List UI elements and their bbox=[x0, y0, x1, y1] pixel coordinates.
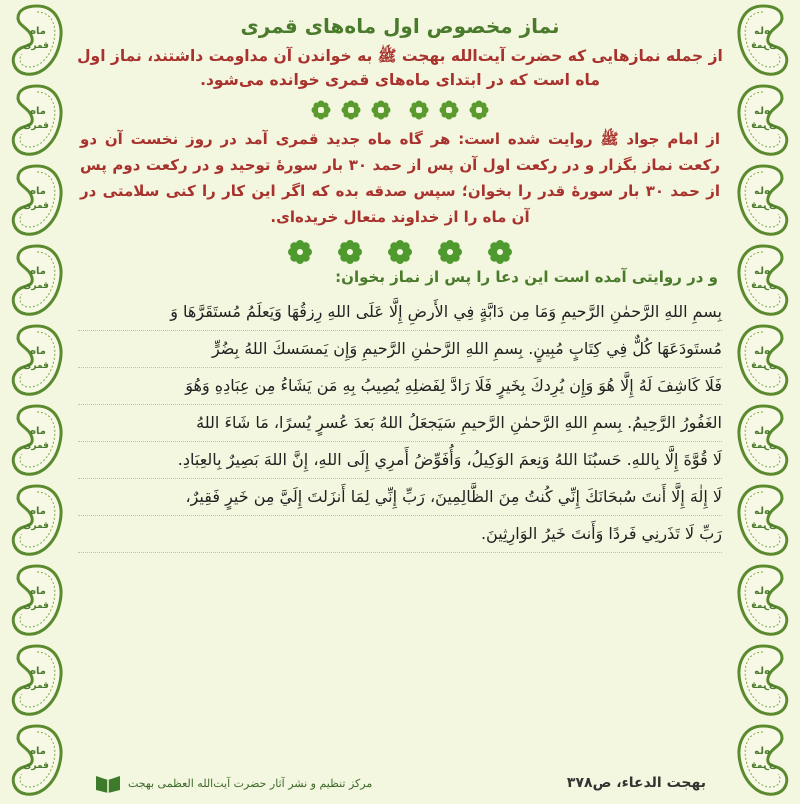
flower-icon bbox=[439, 100, 459, 120]
paisley-ornament-icon bbox=[4, 640, 70, 720]
svg-text:قمری: قمری bbox=[751, 441, 777, 451]
svg-text:ماه: ماه bbox=[30, 106, 46, 117]
rosette-ornaments bbox=[74, 240, 726, 264]
svg-text:ماه: ماه bbox=[754, 106, 770, 117]
narration-paragraph: از امام جواد ﷺ روایت شده است: هر گاه ماه جدید قمری آمد در روز نخست آن دو رکعت نماز بگزار و در رکعت اول آن پس از حمد ۳۰ بار سورهٔ توحید و در رکعت دوم پس از حمد ۳۰ بار سورهٔ قدر را بخوان؛ سپس صدقه بده که اگر این کار را کنی سلامتی در آن ماه را از خداوند متعال خریده‌ای. bbox=[80, 130, 720, 226]
paisley-ornament-icon bbox=[4, 160, 70, 240]
svg-text:قمری: قمری bbox=[751, 121, 777, 131]
svg-text:قمری: قمری bbox=[751, 521, 777, 531]
svg-text:ماه: ماه bbox=[30, 666, 46, 677]
rosette-icon bbox=[388, 240, 412, 264]
footer bbox=[74, 772, 726, 794]
flower-icon bbox=[409, 100, 429, 120]
svg-text:قمری: قمری bbox=[23, 441, 49, 451]
publisher-name: مرکز تنظیم و نشر آثار حضرت آیت‌الله العظمی بهجت bbox=[128, 776, 373, 790]
svg-text:ماه: ماه bbox=[754, 26, 770, 37]
paisley-ornament-icon bbox=[730, 720, 796, 800]
svg-text:قمری: قمری bbox=[751, 201, 777, 211]
publisher-logo bbox=[94, 772, 372, 794]
flower-group-left bbox=[311, 100, 391, 120]
paisley-ornament-icon bbox=[730, 640, 796, 720]
svg-text:قمری: قمری bbox=[23, 41, 49, 51]
rosette-icon bbox=[488, 240, 512, 264]
dua-line: فَلَا كَاشِفَ لَهُ إِلَّا هُوَ وَإِن يُرِدكَ بِخَيرٍ فَلَا رَادَّ لِفَضلِهِ يُصِيبُ بِهِ مَن يَشَاءُ مِن عِبَادِهِ وَهُوَ bbox=[78, 368, 722, 405]
source-citation: بهجت الدعاء، ص۳۷۸ bbox=[566, 775, 706, 791]
paisley-ornament-icon bbox=[4, 480, 70, 560]
paisley-ornament-icon bbox=[4, 320, 70, 400]
dua-line: مُستَودَعَهَا كُلٌّ فِي كِتَابٍ مُبِينٍ. بِسمِ اللهِ الرَّحمٰنِ الرَّحيمِ وَإِن يَمسَسكَ اللهُ بِضُرٍّ bbox=[78, 331, 722, 368]
svg-text:ماه: ماه bbox=[754, 426, 770, 437]
paisley-ornament-icon bbox=[730, 400, 796, 480]
svg-text:ماه: ماه bbox=[754, 746, 770, 757]
paisley-border-right bbox=[730, 0, 796, 800]
flower-ornaments bbox=[74, 100, 726, 120]
main-content bbox=[74, 8, 726, 792]
paisley-ornament-icon bbox=[4, 560, 70, 640]
paisley-ornament-icon bbox=[4, 400, 70, 480]
svg-text:قمری: قمری bbox=[23, 121, 49, 131]
paisley-ornament-icon bbox=[4, 720, 70, 800]
svg-text:قمری: قمری bbox=[23, 281, 49, 291]
svg-text:ماه: ماه bbox=[30, 186, 46, 197]
svg-text:ماه: ماه bbox=[754, 266, 770, 277]
svg-text:ماه: ماه bbox=[30, 586, 46, 597]
paisley-ornament-icon bbox=[730, 240, 796, 320]
svg-text:قمری: قمری bbox=[23, 761, 49, 771]
svg-text:ماه: ماه bbox=[30, 506, 46, 517]
rosette-icon bbox=[438, 240, 462, 264]
dua-line: الغَفُورُ الرَّحِيمُ. بِسمِ اللهِ الرَّحمٰنِ الرَّحيمِ سَيَجعَلُ اللهُ بَعدَ عُسرٍ يُسرًا، مَا شَاءَ اللهُ bbox=[78, 405, 722, 442]
paisley-ornament-icon bbox=[730, 320, 796, 400]
svg-text:قمری: قمری bbox=[23, 681, 49, 691]
dua-line: بِسمِ اللهِ الرَّحمٰنِ الرَّحیمِ وَمَا مِن دَابَّةٍ فِي الأَرضِ إِلَّا عَلَى اللهِ رِزقُهَا وَيَعلَمُ مُستَقَرَّهَا وَ bbox=[78, 294, 722, 331]
svg-text:قمری: قمری bbox=[23, 521, 49, 531]
svg-text:ماه: ماه bbox=[754, 666, 770, 677]
svg-text:ماه: ماه bbox=[754, 346, 770, 357]
flower-icon bbox=[371, 100, 391, 120]
rosette-icon bbox=[288, 240, 312, 264]
svg-text:ماه: ماه bbox=[30, 266, 46, 277]
paisley-ornament-icon bbox=[730, 480, 796, 560]
svg-text:قمری: قمری bbox=[751, 281, 777, 291]
svg-text:قمری: قمری bbox=[751, 601, 777, 611]
paisley-ornament-icon bbox=[730, 80, 796, 160]
flower-icon bbox=[341, 100, 361, 120]
paisley-ornament-icon bbox=[4, 0, 70, 80]
svg-text:ماه: ماه bbox=[754, 506, 770, 517]
svg-text:قمری: قمری bbox=[23, 601, 49, 611]
dua-intro: و در روایتی آمده است این دعا را پس از نماز بخوان: bbox=[335, 268, 718, 286]
svg-text:قمری: قمری bbox=[751, 41, 777, 51]
dua-line: لَا قُوَّةَ إِلَّا بِاللهِ. حَسبُنَا اللهُ وَنِعمَ الوَكِيلُ، وَأُفَوِّضُ أَمرِي إِلَى اللهِ، إِنَّ اللهَ بَصِيرٌ بِالعِبَادِ. bbox=[78, 442, 722, 479]
dua-line: لَا إِلٰهَ إِلَّا أَنتَ سُبحَانَكَ إِنِّي كُنتُ مِنَ الظَّالِمِينَ، رَبِّ إِنِّي لِمَا أَنزَلتَ إِلَيَّ مِن خَيرٍ فَقِيرٌ، bbox=[78, 479, 722, 516]
page-title: نماز مخصوص اول ماه‌های قمری bbox=[240, 14, 560, 38]
svg-text:قمری: قمری bbox=[751, 681, 777, 691]
svg-text:ماه: ماه bbox=[754, 586, 770, 597]
svg-text:قمری: قمری bbox=[751, 361, 777, 371]
svg-text:قمری: قمری bbox=[751, 761, 777, 771]
flower-icon bbox=[311, 100, 331, 120]
svg-text:ماه: ماه bbox=[30, 426, 46, 437]
svg-text:ماه: ماه bbox=[30, 26, 46, 37]
svg-text:ماه: ماه bbox=[30, 346, 46, 357]
dua-line: رَبِّ لَا تَذَرنِي فَردًا وَأَنتَ خَيرُ الوَارِثِينَ. bbox=[78, 516, 722, 553]
paisley-ornament-icon bbox=[730, 160, 796, 240]
flower-group-right bbox=[409, 100, 489, 120]
svg-text:قمری: قمری bbox=[23, 361, 49, 371]
dua-text bbox=[78, 294, 722, 553]
flower-icon bbox=[469, 100, 489, 120]
paisley-ornament-icon bbox=[730, 560, 796, 640]
paisley-border-left bbox=[4, 0, 70, 800]
paisley-ornament-icon bbox=[4, 240, 70, 320]
paisley-ornament-icon bbox=[730, 0, 796, 80]
rosette-icon bbox=[338, 240, 362, 264]
paisley-ornament-icon bbox=[4, 80, 70, 160]
book-logo-icon bbox=[94, 772, 122, 794]
svg-text:ماه: ماه bbox=[754, 186, 770, 197]
intro-paragraph: از جمله نمازهایی که حضرت آیت‌الله بهجت ﷺ به خواندن آن مداومت داشتند، نماز اول ماه است که در ابتدای ماه‌های قمری خوانده می‌شود. bbox=[77, 47, 723, 89]
svg-text:قمری: قمری bbox=[23, 201, 49, 211]
svg-text:ماه: ماه bbox=[30, 746, 46, 757]
